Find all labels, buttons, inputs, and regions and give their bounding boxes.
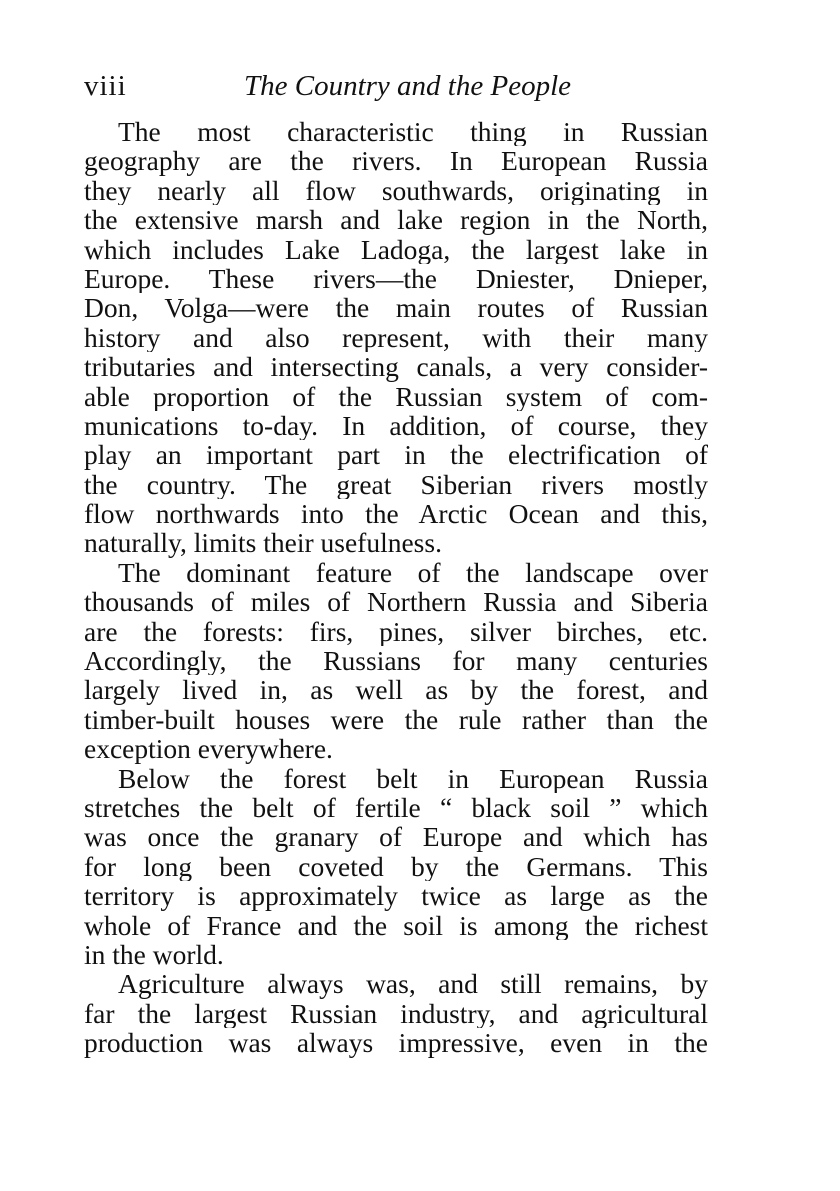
text-line: Accordingly, the Russians for many centuries [84,646,708,676]
text-line: in the world. [84,939,224,970]
text-line: production was always impressive, even in the [84,1028,708,1058]
text-line: for long been coveted by the Germans. This [84,851,708,882]
running-title: The Country and the People [244,70,572,102]
body-text [84,117,708,1058]
page-number: viii [84,70,127,102]
text-line: tributaries and intersecting canals, a very consider- [84,352,708,382]
text-line: history and also represent, with their many [84,322,708,353]
text-line: they nearly all flow southwards, originating in [84,175,708,206]
text-line: stretches the belt of fertile “ black soil ” which [84,792,708,823]
text-line: able proportion of the Russian system of com- [84,381,708,411]
text-line: timber-built houses were the rule rather than the [84,704,708,735]
text-line: the extensive marsh and lake region in the North, [84,205,708,235]
text-line: flow northwards into the Arctic Ocean and this, [84,499,708,529]
text-line: Agriculture always was, and still remains, by [118,969,708,999]
text-line: Below the forest belt in European Russia [118,763,708,793]
text-line: Don, Volga—were the main routes of Russian [84,293,708,323]
text-line: geography are the rivers. In European Russia [84,146,708,176]
text-line: far the largest Russian industry, and agricultural [84,998,708,1029]
text-line: play an important part in the electrification of [84,440,708,470]
text-line: whole of France and the soil is among the richest [84,910,708,940]
text-line: munications to-day. In addition, of course, they [84,410,708,441]
text-line: territory is approximately twice as large as the [84,881,708,911]
running-head [84,70,724,110]
text-line: are the forests: firs, pines, silver birches, etc. [84,616,708,647]
text-line: thousands of miles of Northern Russia and Siberia [84,587,708,617]
text-line: was once the granary of Europe and which has [84,822,708,852]
text-line: Europe. These rivers—the Dniester, Dnieper, [84,263,708,294]
text-line: the country. The great Siberian rivers mostly [84,469,708,500]
text-line: The most characteristic thing in Russian [118,117,708,147]
text-line: The dominant feature of the landscape over [118,557,708,588]
text-line: largely lived in, as well as by the forest, and [84,675,708,705]
text-line: exception everywhere. [84,734,333,764]
text-line: naturally, limits their usefulness. [84,528,442,558]
text-line: which includes Lake Ladoga, the largest lake in [84,234,708,264]
